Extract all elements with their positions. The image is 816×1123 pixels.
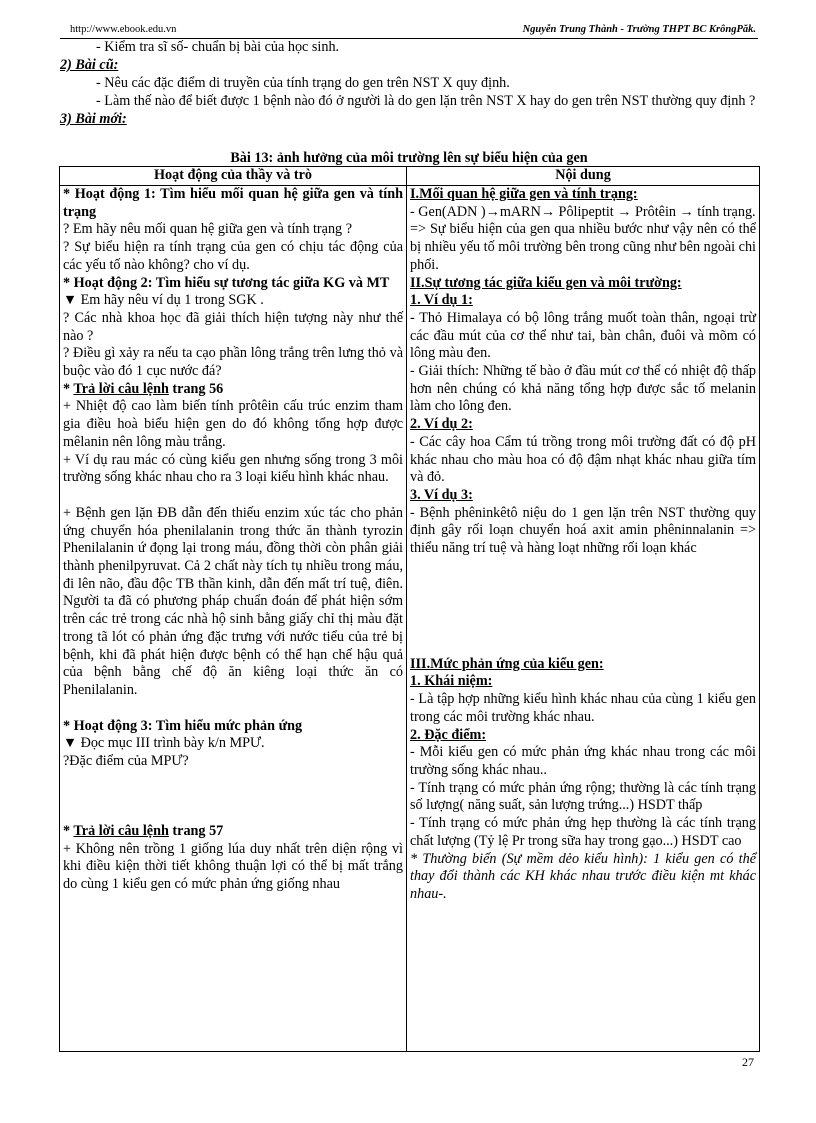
- section-1-title: I.Mối quan hệ giữa gen và tính trạng:: [410, 186, 638, 202]
- phenotypic-plasticity-note: * Thường biến (Sự mềm dẻo kiểu hình): 1 kiểu gen có thể thay đổi thành các KH khác nhau trước điều kiện mt khác nhau-.: [410, 850, 756, 902]
- answer-56-heading: * Trả lời câu lệnh trang 56: [63, 380, 224, 397]
- section-3-sub-1-line: - Là tập hợp những kiểu hình khác nhau của cùng 1 kiểu gen trong các môi trường khác nhau.: [410, 691, 756, 725]
- col2-header: Nội dung: [407, 167, 760, 186]
- section-3-sub-2-line-3: - Tính trạng có mức phản ứng hẹp thường là các tính trạng chất lượng (Tỷ lệ Pr trong sữa hay trong gạo...) HSDT cao: [410, 815, 756, 849]
- activity-2-item-2: ? Các nhà khoa học đã giải thích hiện tượng này như thế nào ?: [63, 309, 403, 344]
- answer-56-p2: + Ví dụ rau mác có cùng kiểu gen nhưng sống trong 3 môi trường sống khác nhau cho ra 3 loại kiểu hình khác nhau.: [63, 451, 403, 486]
- old-lesson-heading: 2) Bài cũ:: [60, 57, 119, 73]
- activity-3-item-2: ?Đặc điểm của MPƯ?: [63, 753, 189, 770]
- check-line: - Kiểm tra sĩ số- chuẩn bị bài của học sinh.: [96, 39, 340, 55]
- old-question-1: - Nêu các đặc điểm di truyền của tính trạng do gen trên NST X quy định.: [96, 75, 510, 91]
- example-1-title: 1. Ví dụ 1:: [410, 292, 473, 309]
- example-3-title: 3. Ví dụ 3:: [410, 486, 473, 503]
- example-2-line-1: - Các cây hoa Cẩm tú trồng trong môi trường đất có độ pH khác nhau cho màu hoa có độ đậm nhạt khác nhau giữa tím và đỏ.: [410, 433, 756, 486]
- table-row: [60, 186, 760, 1052]
- activity-2-item-1: ▼ Em hãy nêu ví dụ 1 trong SGK .: [63, 292, 264, 309]
- section-3-sub-1: 1. Khái niệm:: [410, 673, 493, 690]
- section-1-line-1: - Gen(ADN )→mARN→ Pôlipeptit → Prôtêin → tính trạng.: [410, 203, 756, 220]
- col1-header: Hoạt động của thầy và trò: [60, 167, 407, 186]
- content-cell: [407, 186, 760, 1052]
- section-2-title: II.Sự tương tác giữa kiểu gen và môi trường:: [410, 274, 682, 291]
- intro-section: [60, 38, 760, 128]
- new-lesson-heading: 3) Bài mới:: [60, 111, 127, 127]
- lesson-table: [59, 166, 760, 1052]
- activity-1-title: * Hoạt động 1: Tìm hiểu mối quan hệ giữa gen và tính trạng: [63, 186, 403, 220]
- lesson-title: Bài 13: ảnh hưởng của môi trường lên sự biểu hiện của gen: [230, 150, 588, 166]
- activity-1-q1: ? Em hãy nêu mối quan hệ giữa gen và tính trạng ?: [63, 221, 352, 238]
- table-header-row: [60, 167, 760, 186]
- old-question-2: - Làm thế nào để biết được 1 bệnh nào đó ở người là do gen lặn trên NST X hay do gen trên NST thường quy định ?: [96, 93, 756, 109]
- section-1-line-2: => Sự biểu hiện của gen qua nhiều bước như vậy nên có thể bị nhiều yếu tố môi trường bên trong cũng như bên ngoài chi phối.: [410, 221, 756, 273]
- section-3-sub-2-line-2: - Tính trạng có mức phản ứng rộng; thường là các tính trạng số lượng( năng suất, sản lượng trứng...) HSDT thấp: [410, 779, 756, 814]
- teacher-activities-cell: [60, 186, 407, 1052]
- activity-3-item-1: ▼ Đọc mục III trình bày k/n MPƯ.: [63, 735, 265, 752]
- activity-1-q2: ? Sự biểu hiện ra tính trạng của gen có chịu tác động của các yếu tố nào không? cho ví dụ.: [63, 239, 403, 273]
- answer-56-p3: + Bệnh gen lặn ĐB dẫn đến thiếu enzim xúc tác cho phản ứng chuyển hóa phenilalanin trong thức ăn thành tyrozin Phenilalanin ứ đọng lại trong máu, đồng thời còn phân giải thành phenilpyruvat. Cả 2 chất này tích tụ nhiều trong máu, đi lên não, đầu độc TB thần kinh, dẫn đến mất trí tuệ, điên. Người ta đã có phương pháp chuẩn đoán để phát hiện sớm trên các trẻ trong các nhà hộ sinh bằng giấy chỉ thị màu đặt trong tã lót có phản ứng đặc trưng với nước tiểu của trẻ bị bệnh, khi đã phát hiện được bệnh có thể hạn chế hậu quả của bệnh bằng chế độ ăn kiêng loại thức ăn có Phenilalanin.: [63, 504, 403, 698]
- header-url: http://www.ebook.edu.vn: [70, 24, 177, 35]
- activity-3-title: * Hoạt động 3: Tìm hiểu mức phản ứng: [63, 717, 303, 734]
- answer-56-p1: + Nhiệt độ cao làm biến tính prôtêin cấu trúc enzim tham gia điều hoà biểu hiện gen do đó không tổng hợp được mêlanin nên lông màu trắng.: [63, 398, 403, 450]
- answer-57-heading: * Trả lời câu lệnh trang 57: [63, 822, 224, 839]
- header-author: Nguyễn Trung Thành - Trường THPT BC KrôngPăk.: [522, 24, 756, 35]
- example-3-line-1: - Bệnh phêninkêtô niệu do 1 gen lặn trên NST thường quy định gây rối loạn chuyển hoá axit amin phêninnalanin => thiểu năng trí tuệ và hàng loạt những rối loạn khác: [410, 504, 756, 557]
- activity-2-title: * Hoạt động 2: Tìm hiểu sự tương tác giữa KG và MT: [63, 274, 390, 291]
- example-1-line-2: - Giải thích: Những tế bào ở đầu mút cơ thể có nhiệt độ thấp hơn nên chúng có khả năng tổng hợp được sắc tố melanin làm cho lông đen.: [410, 363, 756, 415]
- answer-57-p1: + Không nên trồng 1 giống lúa duy nhất trên diện rộng vì khi điều kiện thời tiết không thuận lợi có thể bị mất trắng do cùng 1 kiểu gen có mức phản ứng giống nhau: [63, 840, 403, 892]
- section-3-sub-2-line-1: - Mỗi kiểu gen có mức phản ứng khác nhau trong các môi trường sống khác nhau..: [410, 744, 756, 778]
- example-2-title: 2. Ví dụ 2:: [410, 416, 473, 433]
- example-1-line-1: - Thỏ Himalaya có bộ lông trắng muốt toàn thân, ngoại trừ các đầu mút của cơ thể như tai, bàn chân, đuôi và mõm có lông màu đen.: [410, 309, 756, 362]
- activity-2-item-3: ? Điều gì xảy ra nếu ta cạo phần lông trắng trên lưng thỏ và buộc vào đó 1 cục nước đá?: [63, 345, 403, 380]
- page-header: [70, 24, 756, 38]
- page-number: 27: [742, 1055, 754, 1069]
- section-3-sub-2: 2. Đặc điểm:: [410, 726, 487, 743]
- section-3-title: III.Mức phản ứng của kiểu gen:: [410, 655, 604, 672]
